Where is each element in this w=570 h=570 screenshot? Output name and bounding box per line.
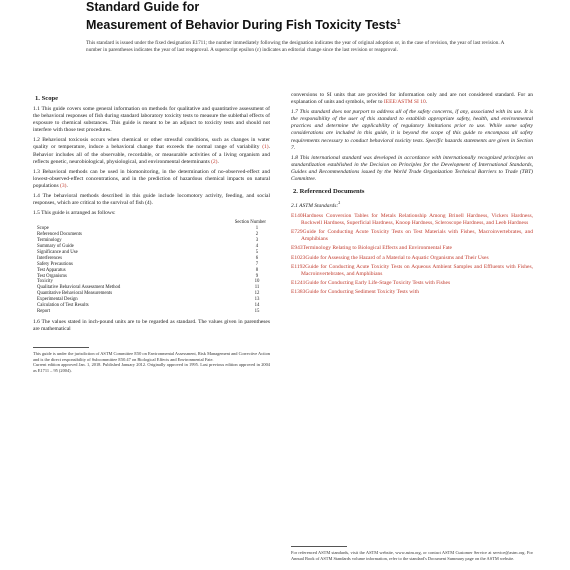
document-code-link[interactable]: E729 (291, 229, 303, 236)
si10-link[interactable]: IEEE/ASTM SI 10 (383, 99, 426, 106)
section-table-number: 7 (255, 261, 259, 267)
title-line-1: Standard Guide for (86, 0, 200, 14)
paragraph-1-3 (33, 169, 270, 190)
document-title-link[interactable]: Guide for Conducting Acute Toxicity Tests on Test Materials with Fishes, Macroinvertebrates, and Amphibians (301, 229, 533, 243)
paragraph-1-2 (33, 137, 270, 165)
paragraph-1-8: 1.8 This international standard was developed in accordance with internationally recognized principles on standardization established in the Decision on Principles for the Development of International Standards, Guides and Recommendations issued by the World Trade Organization Technical Barriers to Trade (TBT) Committee. (291, 154, 533, 183)
paragraph-1-2-text-c: . (217, 158, 219, 165)
document-code-link[interactable]: E1023 (291, 254, 306, 261)
footnote-astm-website: For referenced ASTM standards, visit the ASTM website, www.astm.org, or contact ASTM Customer Service at service@astm.org. For Annual Book of ASTM Standards volume information, refer to the standard's Document Summary page on the ASTM website. (291, 550, 533, 561)
section-heading-referenced-documents: 2. Referenced Documents (293, 188, 365, 196)
referenced-documents-list (291, 213, 533, 296)
document-title (86, 0, 506, 33)
section-table-label: Interferences (37, 255, 63, 261)
section-table-label: Report (37, 309, 51, 314)
section-table-number: 5 (255, 249, 259, 255)
document-title-link[interactable]: Terminology Relating to Biological Effects and Environmental Fate (302, 245, 452, 252)
section-table-number: 4 (255, 244, 259, 250)
section-table-number: 1 (255, 226, 259, 232)
section-table-row (33, 309, 270, 315)
section-table-label: Referenced Documents (37, 232, 82, 238)
document-title-link[interactable]: Guide for Conducting Acute Toxicity Tests on Aqueous Ambient Samples and Effluents with Fishes, Macroinvertebrates, and Amphibians (301, 263, 533, 277)
left-column (33, 90, 270, 373)
referenced-document-item[interactable] (291, 229, 533, 243)
astm-footnote-marker: 2 (338, 200, 341, 206)
footnote-1: This guide is under the jurisdiction of ASTM Committee E50 on Environmental Assessment, Risk Management and Corrective Action and is the direct responsibility of Subcommittee E50.47 on Biological Effects and Environmental Fate. (33, 351, 270, 362)
section-table-number: 15 (254, 309, 260, 314)
section-table-label: Qualitative Behavioral Assessment Method (37, 285, 121, 291)
section-table-number: 12 (254, 291, 260, 297)
referenced-document-item[interactable] (291, 280, 533, 287)
referenced-document-item[interactable] (291, 213, 533, 227)
section-table-number: 10 (254, 279, 260, 285)
referenced-document-item[interactable] (291, 264, 533, 278)
section-table-label: Test Organisms (37, 273, 67, 279)
document-code-link[interactable]: E943 (291, 245, 303, 252)
citation-link-1[interactable]: (1) (262, 144, 269, 151)
paragraph-1-6-cont-text-b: . (425, 99, 428, 106)
title-footnote-marker: 1 (396, 19, 401, 26)
title-main: Measurement of Behavior During Fish Toxicity Tests (86, 18, 397, 33)
document-title-link[interactable]: Guide for Assessing the Hazard of a Material to Aquatic Organisms and Their Uses (305, 254, 489, 261)
section-table-number: 2 (255, 232, 259, 238)
document-code-link[interactable]: E1241 (291, 279, 306, 286)
referenced-document-item[interactable] (291, 245, 533, 252)
paragraph-1-3-text-b: . (66, 182, 68, 189)
astm-standards-text: 2.1 ASTM Standards: (291, 202, 339, 209)
document-code-link[interactable]: E140 (291, 213, 303, 220)
section-heading-scope: 1. Scope (35, 95, 59, 102)
paragraph-1-3-text-a: 1.3 Behavioral methods can be used in biomonitoring, in the determination of no-observed-effect and lowest-observed-effect concentrations, and in the prediction of hazardous chemical impacts on natural populations (33, 168, 270, 189)
section-table-rows (33, 226, 270, 315)
section-table-number: 11 (254, 285, 260, 291)
section-table-number: 8 (255, 267, 259, 273)
section-table-label: Quantitative Behavioral Measurements (37, 291, 113, 297)
section-table-label: Calculation of Test Results (37, 303, 89, 309)
document-code-link[interactable]: E1192 (291, 263, 306, 270)
footnote-divider (33, 347, 89, 348)
section-table-header: Section Number (234, 220, 266, 226)
section-table-label: Significance and Use (37, 249, 78, 255)
section-table-label: Toxicity (37, 279, 53, 285)
document-title-link[interactable]: Guide for Conducting Early Life-Stage Toxicity Tests with Fishes (305, 279, 451, 286)
paragraph-1-6-continued (291, 92, 533, 106)
section-table-label: Safety Precautions (37, 261, 73, 267)
document-title-link[interactable]: Hardness Conversion Tables for Metals Relationship Among Brinell Hardness, Vickers Hardness, Rockwell Hardness, Superficial Hardness, Knoop Hardness, Scleroscope Hardness, and Leeb Hardness (301, 213, 533, 227)
designation-notice: This standard is issued under the fixed designation E1711; the number immediately following the designation indicates the year of original adoption or, in the case of revision, the year of last revision. A number in parentheses indicates the year of last reapproval. A superscript epsilon (ε) indicates an editorial change since the last revision or reapproval. (86, 40, 505, 53)
section-table-label: Summary of Guide (37, 244, 74, 250)
section-table-label: Scope (37, 226, 49, 232)
paragraph-1-2-text-a: 1.2 Behavioral toxicosis occurs when chemical or other stressful conditions, such as changes in water quality or temperature, induce a behavioral change that exceeds the normal range of variability (33, 137, 270, 151)
document-title-link[interactable]: Guide for Conducting Sediment Toxicity Tests with (305, 288, 419, 295)
citation-link-2[interactable]: (2) (211, 158, 218, 165)
section-table-number: 9 (255, 273, 259, 279)
section-table-number: 6 (255, 255, 259, 261)
section-table-label: Experimental Design (37, 297, 78, 303)
section-table (33, 220, 270, 315)
footnote-2: Current edition approved Jan. 1, 2018. Published January 2012. Originally approved in 1995. Last previous edition approved in 2004 as E1711 – 95 (2004). (33, 362, 270, 373)
paragraph-1-4: 1.4 The behavioral methods described in this guide include locomotory activity, feeding, and social responses, which are critical to the survival of fish (4). (33, 193, 270, 207)
section-table-number: 3 (255, 238, 259, 244)
paragraph-1-7: 1.7 This standard does not purport to address all of the safety concerns, if any, associated with its use. It is the responsibility of the user of this standard to establish appropriate safety, health, and environmental practices and determine the applicability of regulatory limitations prior to use. While some safety considerations are included in this guide, it is beyond the scope of this guide to encompass all safety requirements necessary to conduct behavioral toxicity tests. Specific hazards statements are given in Section 7. (291, 109, 533, 151)
section-table-number: 14 (254, 303, 260, 309)
document-code-link[interactable]: E1383 (291, 288, 306, 295)
right-column (291, 92, 533, 298)
citation-link-3[interactable]: (3) (60, 182, 67, 189)
right-footnote-divider (291, 546, 347, 547)
paragraph-1-5: 1.5 This guide is arranged as follows: (33, 210, 116, 217)
astm-standards-label (291, 199, 533, 210)
right-footnote-area (291, 546, 533, 561)
paragraph-1-6: 1.6 The values stated in inch-pound units are to be regarded as standard. The values given in parentheses are mathematical (33, 318, 270, 332)
section-table-label: Terminology (37, 238, 62, 244)
paragraph-1-1: 1.1 This guide covers some general information on methods for qualitative and quantitative assessment of the behavioral responses of fish during standard laboratory toxicity tests to measure the sublethal effects of exposure to chemical substances. This guide is meant to be an adjunct to toxicity tests and should not interfere with those test procedures. (33, 106, 270, 134)
section-table-label: Test Apparatus (37, 267, 66, 273)
referenced-document-item[interactable] (291, 289, 533, 296)
paragraph-1-2-text-b: . Behavior includes all of the observable, recordable, or measurable activities of a living organism and reflects genetic, neurobiological, physiological, and environmental determinants (33, 144, 270, 165)
referenced-document-item[interactable] (291, 255, 533, 262)
section-table-number: 13 (254, 297, 260, 303)
paragraph-1-6-cont-text-a: conversions to SI units that are provided for information only and are not considered standard. For an explanation of units and symbols, refer to (291, 92, 533, 106)
title-line-2 (86, 15, 506, 33)
